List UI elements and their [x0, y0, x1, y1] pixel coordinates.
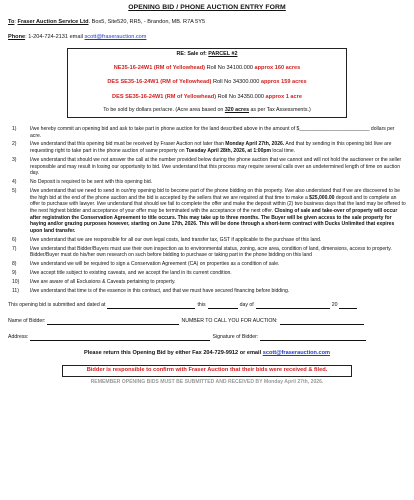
clause-bold: Monday April 27th, 2026. [225, 141, 285, 148]
bidder-name-label: Name of Bidder: [8, 318, 46, 325]
clause-pre: I/we understand that this opening bid must be received by Fraser Auction not later than [30, 141, 226, 148]
year-field[interactable] [339, 304, 357, 309]
page-title: OPENING BID / PHONE AUCTION ENTRY FORM [128, 4, 286, 11]
parcel-legal: DES SE35-16-24W1 (RM of Yellowhead) [112, 93, 217, 100]
clause-text: I/we understand we will be required to sign a Conservation Agreement (CA) on properties as a condition of sale. [30, 261, 280, 268]
this-label: this [197, 302, 206, 309]
clause-number: 1) [12, 125, 17, 132]
name-row [8, 318, 406, 325]
sale-reference [72, 51, 342, 58]
clause-number: 10) [12, 278, 20, 285]
clause-pre: I/we understand that we need to send in our/my opening bid to become part of the phone bidding on this property. I/we also understand that if we are discovered to be the high bid at the end of the phone auction and the bid is accepted by the sellers that we are required at that time to make a [30, 187, 400, 201]
parcel-roll: Roll No 34100.000 [206, 64, 253, 71]
address-row [8, 334, 406, 341]
clause-number: 5) [12, 187, 17, 194]
clause-text [30, 188, 406, 235]
signature-section [8, 302, 406, 341]
parcel-roll: Roll No 34300.000 [212, 79, 260, 86]
clause-text: No Deposit is required to be sent with this opening bid. [30, 179, 153, 186]
phone-number: : 1-204-724-2131 email [25, 34, 83, 41]
clause-post: And that by sending in this opening bid I/we are requesting right to take part in the phone auction of same property on [30, 141, 392, 155]
list-item [8, 288, 406, 295]
parcel-line [72, 79, 342, 86]
parcel-legal: DES SE35-16-24W1 (RM of Yellowhead) [107, 79, 212, 86]
list-item [8, 157, 406, 177]
clause-text: I/we understand that we are responsible for all our own legal costs, land transfer tax, GST if applicable to the purchase of this land. [30, 236, 322, 243]
list-item [8, 237, 406, 244]
place-field[interactable] [107, 304, 195, 309]
clause-text: I/we understand that time is of the essence in this contract, and that we must have secured financing before bidding. [30, 287, 290, 294]
bidder-notice: Bidder is responsible to confirm with Fraser Auction that their bids were received & filed. [62, 365, 352, 377]
entry-form-page [8, 4, 406, 385]
submitted-label: This opening bid is submitted and dated at [8, 302, 106, 309]
clause-text: I/we hereby commit an opening bid and ask to take part in phone auction for the land described above in the amount of $_________________________ dollars per acre. [30, 125, 395, 139]
clause-text [30, 141, 406, 154]
deadline-reminder: REMEMBER OPENING BIDS MUST BE SUBMITTED AND RECEIVED BY Monday April 27th, 2026. [90, 378, 324, 385]
list-item [8, 270, 406, 277]
parcel-box [67, 48, 347, 118]
call-number-field[interactable] [280, 320, 364, 325]
signature-field[interactable] [260, 336, 366, 341]
phone-line [8, 34, 406, 41]
clause-number: 7) [12, 245, 17, 252]
return-instructions [8, 350, 406, 357]
clause-bold2: Tuesday April 28th, 2026, at 1:00pm [186, 148, 271, 155]
parcel-number: PARCEL #2 [208, 50, 238, 57]
phone-label: Phone [8, 34, 26, 41]
sold-acres: 320 acres [224, 106, 250, 113]
terms-list [8, 126, 406, 294]
year-prefix: 20 [331, 302, 338, 309]
list-item [8, 261, 406, 268]
to-label: To [8, 18, 15, 25]
company-name: Fraser Auction Service Ltd [17, 18, 89, 25]
clause-text: I/we understand that Bidder/Buyers must use their own inspection as to environmental status, zoning, acre area, condition of land, dimensions, access to property. Bidder/Buyer must do his/her own research on such before bidding to purchase or taking part in the phone bidding on this land [30, 245, 392, 259]
clause-post2: local time. [271, 148, 296, 155]
clause-number: 8) [12, 261, 17, 268]
parcel-legal: NE35-16-24W1 (RM of Yellowhead) [113, 64, 206, 71]
company-address: . Box5, Site520, RR5, - Brandon, MB. R7A 5Y5 [88, 18, 206, 25]
day-field[interactable] [208, 304, 238, 309]
clause-bold: $25,000.00 [309, 194, 335, 201]
parcel-acres: approx 1 acre [265, 93, 302, 100]
sold-note-pre: To be sold by dollars per/acre. (Acre area based on [103, 106, 225, 113]
list-item [8, 126, 406, 139]
clause-bold2: Closing of sale and take-over of property will occur after registration the Conservation Agreement to title occurs. This may take up to three months. The Buyer will be given access to the sale property for haying and/or grazing purposes however, starting on June 17th, 2026. This will be done through a short-term contract with Ducks Unlimited that expires upon land transfer. [30, 207, 398, 234]
re-prefix: RE: Sale of: [176, 50, 207, 57]
list-item [8, 279, 406, 286]
date-row [8, 302, 406, 309]
address-label: Address: [8, 333, 29, 340]
list-item [8, 246, 406, 259]
parcel-acres: approx 160 acres [254, 64, 301, 71]
list-item [8, 141, 406, 154]
parcel-line [72, 94, 342, 101]
clause-number: 4) [12, 179, 17, 186]
return-text: Please return this Opening Bid by either Fax 204-729-9912 or email [83, 349, 263, 356]
list-item [8, 179, 406, 186]
list-item [8, 188, 406, 235]
signature-label: Signature of Bidder: [212, 333, 259, 340]
clause-number: 9) [12, 269, 17, 276]
sold-note-post: as per Tax Assessments.) [249, 106, 311, 113]
clause-number: 6) [12, 236, 17, 243]
bidder-name-field[interactable] [47, 320, 179, 325]
parcel-roll: Roll No 34350.000 [217, 93, 264, 100]
clause-number: 11) [12, 287, 19, 294]
clause-text: I/we are aware of all Exclusions & Caveats pertaining to property. [30, 278, 176, 285]
clause-text: I/we accept title subject to existing caveats, and we accept the land in its current condition. [30, 269, 232, 276]
recipient-line: To: Fraser Auction Service Ltd. Box5, Site520, RR5, - Brandon, MB. R7A 5Y5 [8, 18, 206, 25]
clause-number: 2) [12, 141, 17, 148]
clause-text: I/we understand that should we not answer the call at the number provided below during the phone auction that we cannot and will not hold the auctioneer or the seller responsible and may result in losing our opportunity to bid. I/we understand that this process may require several calls over an undetermined length of time on auction day. [30, 156, 402, 177]
parcel-line [72, 65, 342, 72]
call-number-label: NUMBER TO CALL YOU FOR AUCTION: [181, 318, 278, 325]
month-field[interactable] [256, 304, 330, 309]
sold-by-note [72, 107, 342, 114]
email-link[interactable]: scott@fraserauction.com [84, 34, 147, 41]
parcel-acres: approx 159 acres [260, 79, 307, 86]
day-of-label: day of [239, 302, 254, 309]
clause-post: deposit and to complete an offer to purchase with lawyer. I/we understand that should we fail to complete the offer and make the deposit within (2) two business days that the land may be offered to the next highest bidder and acceptance of your offer may be terminated with the acceptance of the next offer. [30, 194, 406, 214]
address-field[interactable] [30, 336, 210, 341]
clause-number: 3) [12, 156, 17, 163]
return-email-link[interactable]: scott@fraserauction.com [262, 349, 331, 356]
